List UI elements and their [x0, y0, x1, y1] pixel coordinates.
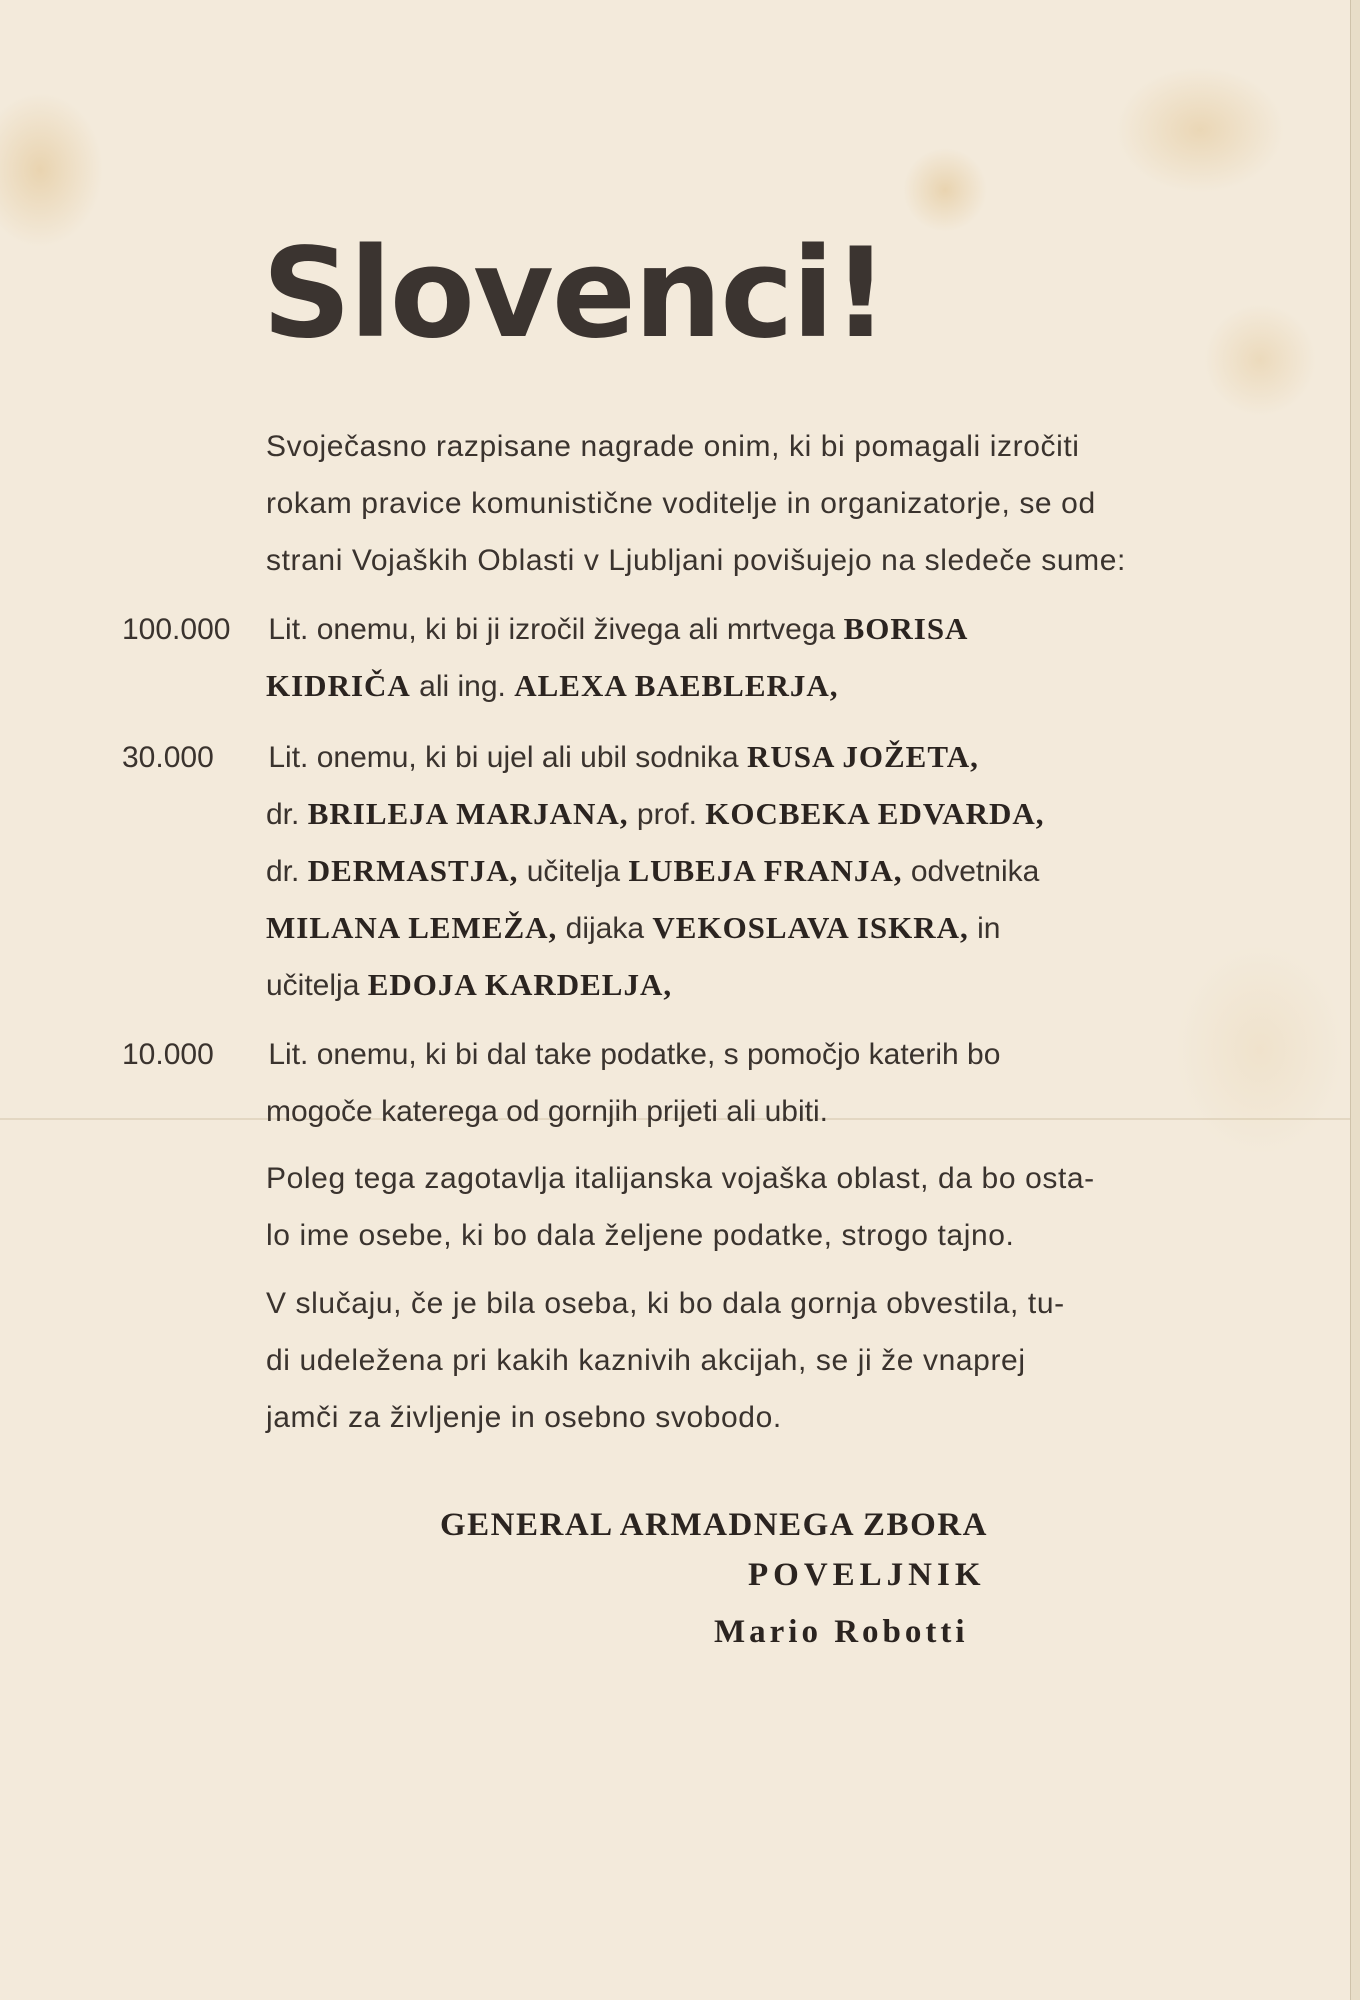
reward-100000-line2: [266, 657, 1196, 715]
wanted-name: EDOJA KARDELJA,: [367, 967, 673, 1002]
reward-text: dijaka: [565, 912, 645, 945]
wanted-name: DERMASTJA,: [307, 853, 519, 888]
wanted-name: LUBEJA FRANJA,: [628, 853, 903, 888]
reward-text: dr.: [266, 855, 300, 888]
reward-amount: 10.000: [122, 1038, 214, 1071]
reward-text: prof.: [636, 798, 697, 831]
reward-10000: [122, 1026, 1202, 1083]
reward-100000: [122, 600, 1202, 658]
intro-line: strani Vojaških Oblasti v Ljubljani povišujejo na sledeče sume:: [266, 544, 1126, 577]
reward-30000: [122, 728, 1202, 786]
paragraph-line: V slučaju, če je bila oseba, ki bo dala gornja obvestila, tu-: [266, 1287, 1065, 1320]
amnesty-paragraph: [266, 1275, 1196, 1446]
wanted-name: VEKOSLAVA ISKRA,: [652, 910, 969, 945]
reward-amount: 100.000: [122, 613, 231, 646]
reward-text: ali ing.: [419, 670, 506, 703]
wanted-name: KOCBEKA EDVARDA,: [705, 796, 1045, 831]
signature-rank: GENERAL ARMADNEGA ZBORA: [440, 1507, 988, 1543]
secrecy-paragraph: [266, 1150, 1196, 1264]
reward-text: odvetnika: [910, 855, 1040, 888]
reward-text: Lit. onemu, ki bi ujel ali ubil sodnika: [268, 741, 739, 774]
wanted-name: BRILEJA MARJANA,: [307, 796, 629, 831]
poster-title: Slovenci!: [262, 222, 887, 366]
intro-paragraph: [266, 418, 1196, 589]
paragraph-line: jamči za življenje in osebno svobodo.: [266, 1401, 782, 1434]
reward-30000-line5: [266, 956, 1196, 1014]
intro-line: Svoječasno razpisane nagrade onim, ki bi pomagali izročiti: [266, 430, 1080, 463]
reward-text: in: [977, 912, 1001, 945]
reward-30000-line3: [266, 842, 1196, 900]
reward-text: učitelja: [526, 855, 621, 888]
paragraph-line: lo ime osebe, ki bo dala željene podatke, strogo tajno.: [266, 1219, 1015, 1252]
reward-text: Lit. onemu, ki bi ji izročil živega ali mrtvega: [268, 613, 836, 646]
wanted-name: RUSA JOŽETA,: [746, 739, 979, 774]
wanted-name: MILANA LEMEŽA,: [266, 910, 558, 945]
wanted-name: ALEXA BAEBLERJA,: [514, 668, 839, 703]
wanted-name: KIDRIČA: [266, 668, 411, 703]
reward-text: Lit. onemu, ki bi dal take podatke, s pomočjo katerih bo: [268, 1038, 1001, 1071]
signature-role: POVELJNIK: [748, 1557, 986, 1593]
signature-name: Mario Robotti: [714, 1614, 969, 1650]
paragraph-line: di udeležena pri kakih kaznivih akcijah, se ji že vnaprej: [266, 1344, 1026, 1377]
intro-line: rokam pravice komunistične voditelje in organizatorje, se od: [266, 487, 1096, 520]
reward-10000-line2: mogoče katerega od gornjih prijeti ali ubiti.: [266, 1095, 828, 1128]
reward-text: dr.: [266, 798, 300, 831]
reward-30000-line4: [266, 899, 1196, 957]
wanted-name: BORISA: [843, 611, 969, 646]
reward-amount: 30.000: [122, 741, 214, 774]
paragraph-line: Poleg tega zagotavlja italijanska vojaška oblast, da bo osta-: [266, 1162, 1095, 1195]
paper-edge: [1350, 0, 1360, 2000]
reward-30000-line2: [266, 785, 1196, 843]
reward-text: učitelja: [266, 969, 360, 1002]
